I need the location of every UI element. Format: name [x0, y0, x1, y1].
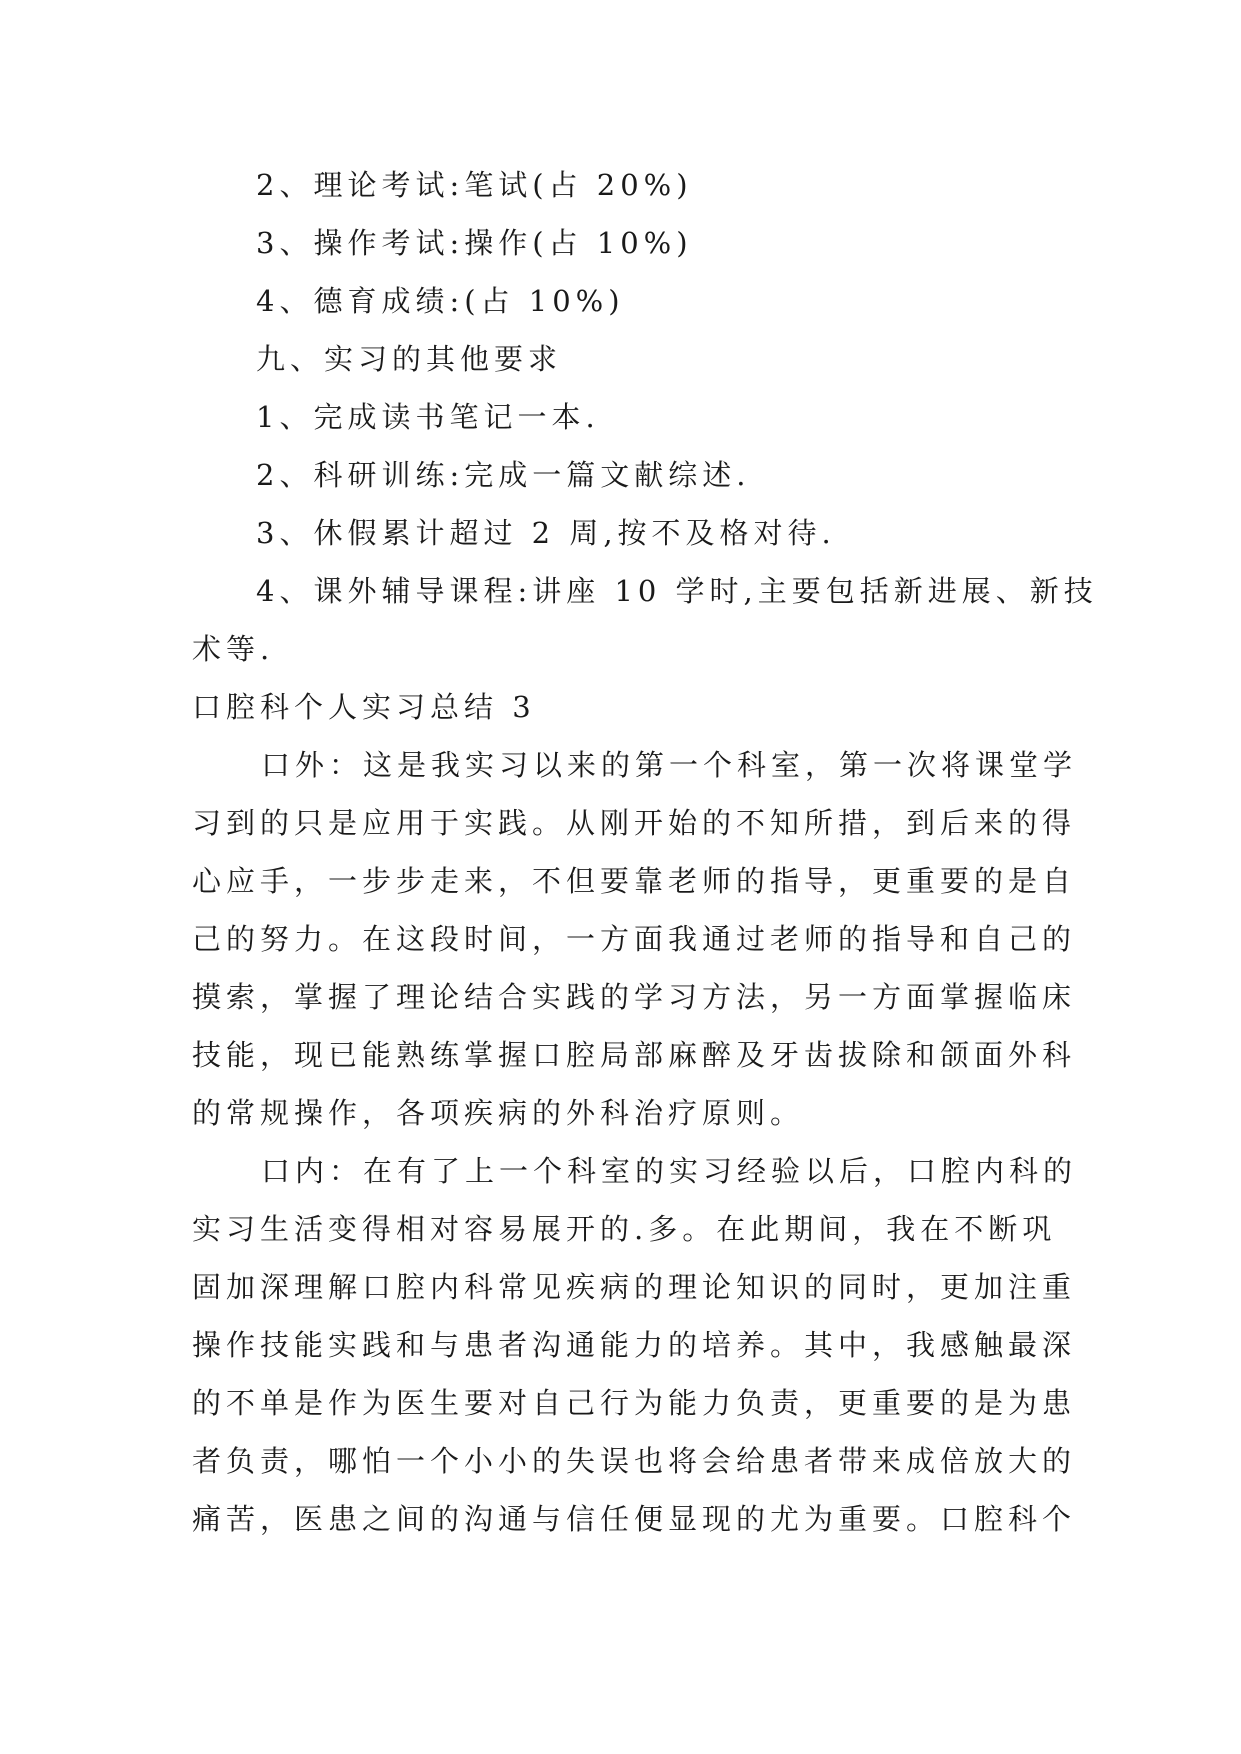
- list-item-extracurricular: 4、课外辅导课程:讲座 10 学时,主要包括新进展、新技: [256, 574, 1098, 608]
- paragraph-oral-medicine-line: 操作技能实践和与患者沟通能力的培养。其中，我感触最深: [192, 1328, 1077, 1362]
- list-item-extracurricular-continued: 术等.: [192, 632, 275, 666]
- paragraph-oral-medicine-line: 实习生活变得相对容易展开的.多。在此期间，我在不断巩: [192, 1212, 1057, 1246]
- paragraph-oral-medicine-line: 口内：在有了上一个科室的实习经验以后，口腔内科的: [261, 1154, 1078, 1188]
- list-item-moral-score: 4、德育成绩:(占 10%): [256, 284, 625, 318]
- paragraph-oral-medicine-line: 固加深理解口腔内科常见疾病的理论知识的同时，更加注重: [192, 1270, 1077, 1304]
- paragraph-oral-surgery-line: 摸索，掌握了理论结合实践的学习方法，另一方面掌握临床: [192, 980, 1077, 1014]
- paragraph-oral-surgery-line: 心应手，一步步走来，不但要靠老师的指导，更重要的是自: [192, 864, 1077, 898]
- paragraph-oral-medicine-line: 痛苦，医患之间的沟通与信任便显现的尤为重要。口腔科个: [192, 1502, 1077, 1536]
- paragraph-oral-surgery-line: 己的努力。在这段时间，一方面我通过老师的指导和自己的: [192, 922, 1077, 956]
- list-item-research-training: 2、科研训练:完成一篇文献综述.: [256, 458, 751, 492]
- paragraph-oral-medicine-line: 的不单是作为医生要对自己行为能力负责，更重要的是为患: [192, 1386, 1077, 1420]
- paragraph-oral-surgery-line: 技能，现已能熟练掌握口腔局部麻醉及牙齿拔除和颌面外科: [192, 1038, 1077, 1072]
- paragraph-oral-surgery-line: 的常规操作，各项疾病的外科治疗原则。: [192, 1096, 805, 1130]
- section-heading-other-requirements: 九、实习的其他要求: [256, 342, 563, 376]
- list-item-theory-exam: 2、理论考试:笔试(占 20%): [256, 168, 693, 202]
- list-item-practical-exam: 3、操作考试:操作(占 10%): [256, 226, 693, 260]
- list-item-reading-notes: 1、完成读书笔记一本.: [256, 400, 600, 434]
- paragraph-oral-medicine-line: 者负责，哪怕一个小小的失误也将会给患者带来成倍放大的: [192, 1444, 1077, 1478]
- list-item-leave-policy: 3、休假累计超过 2 周,按不及格对待.: [256, 516, 836, 550]
- section-title-summary-3: 口腔科个人实习总结 3: [192, 690, 536, 724]
- paragraph-oral-surgery-line: 口外：这是我实习以来的第一个科室，第一次将课堂学: [261, 748, 1078, 782]
- paragraph-oral-surgery-line: 习到的只是应用于实践。从刚开始的不知所措，到后来的得: [192, 806, 1077, 840]
